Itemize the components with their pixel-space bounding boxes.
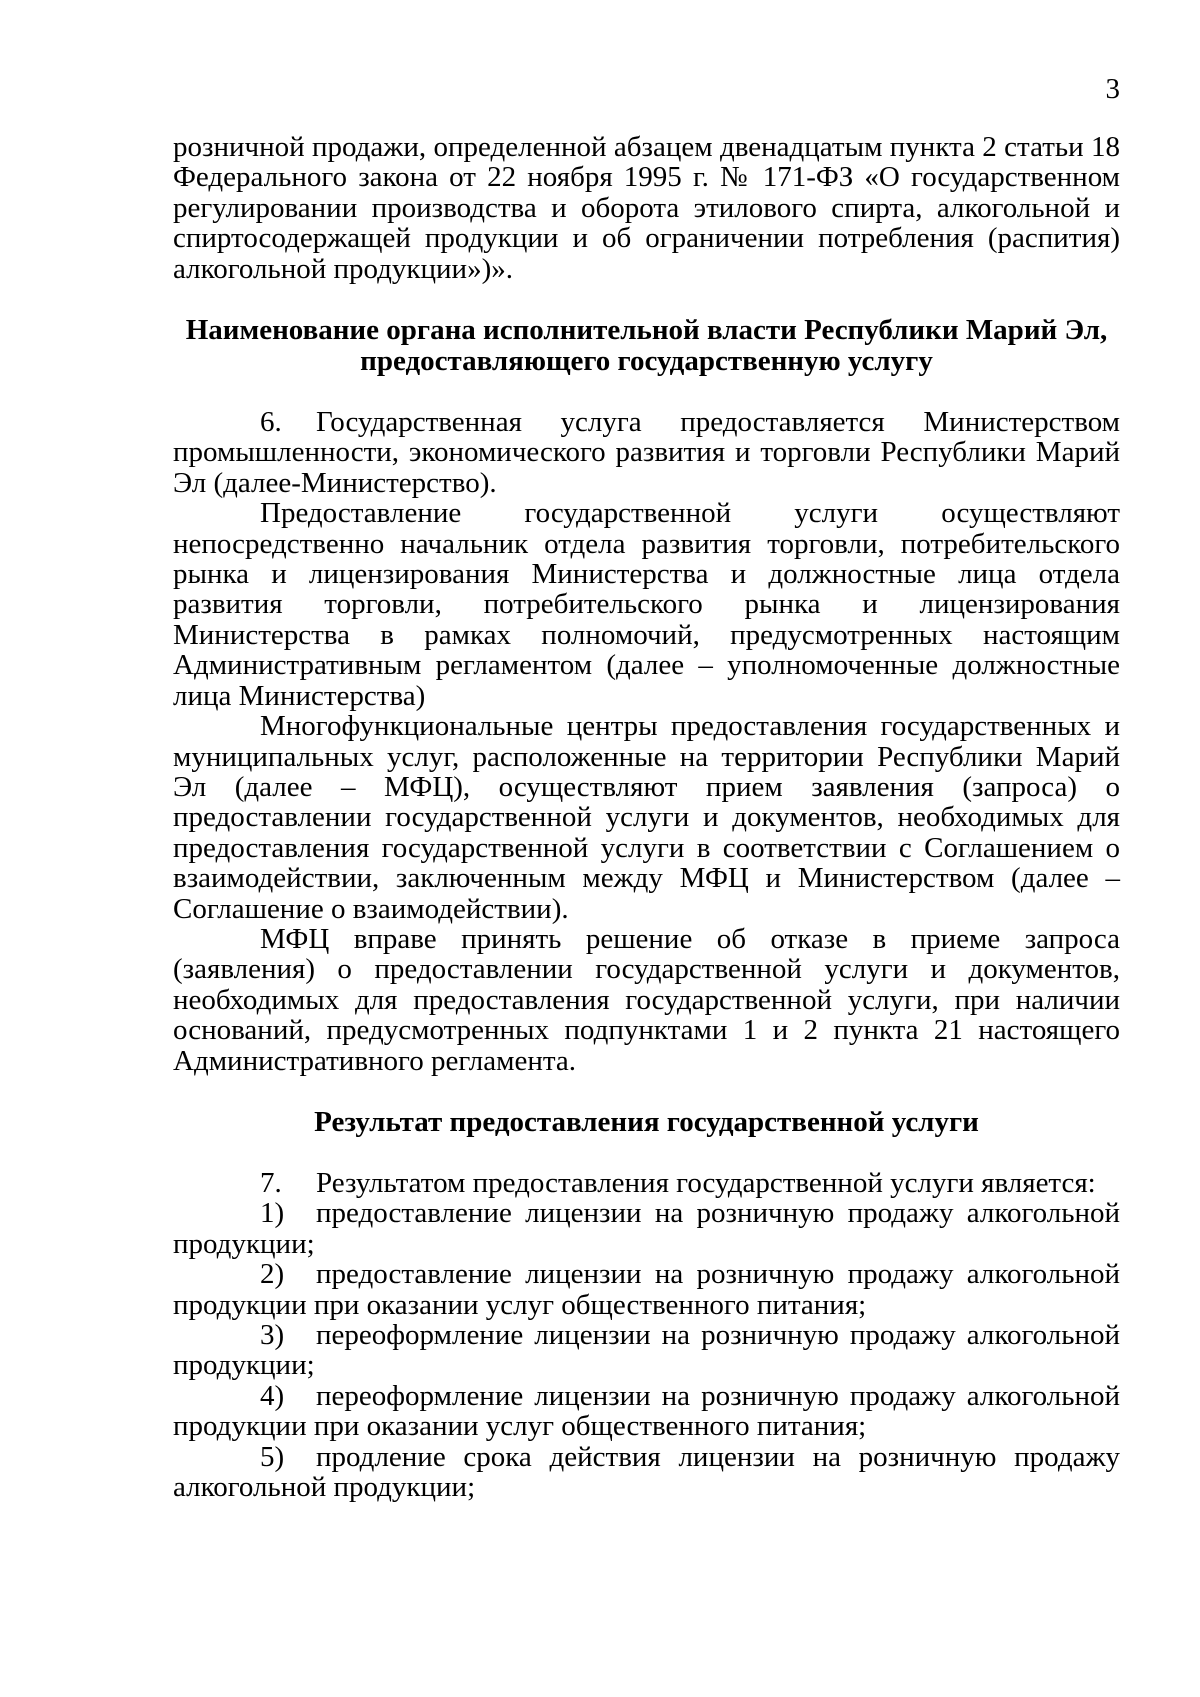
paragraph-number: 7. — [260, 1166, 282, 1199]
paragraph-refusal: МФЦ вправе принять решение об отказе в приеме запроса (заявления) о предоставлении государственной услуги и документов, необходимых для предоставления государственной услуги, при наличии оснований, предусмотренных подпунктами 1 и 2 пункта 21 настоящего Административного регламента. — [173, 922, 1120, 1077]
list-item — [173, 1381, 1120, 1442]
paragraph-provision: Предоставление государственной услуги осуществляют непосредственно начальник отдела развития торговли, потребительского рынка и лицензирования Министерства и должностные лица отдела развития торговли, потребительского рынка и лицензирования Министерства в рамках полномочий, предусмотренных настоящим Административным регламентом (далее – уполномоченные должностные лица Министерства) — [173, 497, 1120, 712]
paragraph-text: Государственная услуга предоставляется Министерством промышленности, экономического развития и торговли Республики Марий Эл (далее-Министерство). — [173, 406, 1120, 499]
list-item-number: 3) — [260, 1319, 285, 1351]
list-item — [173, 1442, 1120, 1503]
list-item — [173, 1259, 1120, 1320]
list-item-number: 4) — [260, 1379, 285, 1412]
paragraph-7 — [173, 1168, 1120, 1198]
list-item-number: 1) — [260, 1197, 285, 1230]
list-item-text: переоформление лицензии на розничную продажу алкогольной продукции; — [173, 1319, 1120, 1382]
heading-line-1: Наименование органа исполнительной власти Республики Марий Эл, — [185, 314, 1108, 347]
paragraph-mfc: Многофункциональные центры предоставления государственных и муниципальных услуг, расположенные на территории Республики Марий Эл (далее – МФЦ), осуществляют прием заявления (запроса) о предоставлении государственной услуги и документов, необходимых для предоставления государственной услуги в соответствии с Соглашением о взаимодействии, заключенным между МФЦ и Министерством (далее – Соглашение о взаимодействии). — [173, 710, 1120, 925]
section-authority — [173, 315, 1120, 1076]
document-body — [173, 132, 1120, 1502]
list-item-number: 2) — [260, 1258, 285, 1291]
list-item-text: переоформление лицензии на розничную продажу алкогольной продукции при оказании услуг общественного питания; — [173, 1379, 1120, 1443]
list-item-number: 5) — [260, 1440, 285, 1473]
page-number: 3 — [1105, 73, 1120, 105]
paragraph-6 — [173, 407, 1120, 498]
paragraph-number: 6. — [260, 406, 282, 439]
list-item-text: продление срока действия лицензии на розничную продажу алкогольной продукции; — [173, 1440, 1120, 1504]
heading-line-2: предоставляющего государственную услугу — [360, 345, 933, 378]
section-result — [173, 1107, 1120, 1502]
list-item-text: предоставление лицензии на розничную продажу алкогольной продукции; — [173, 1197, 1120, 1260]
list-item — [173, 1198, 1120, 1259]
list-item-text: предоставление лицензии на розничную продажу алкогольной продукции при оказании услуг общественного питания; — [173, 1258, 1120, 1321]
paragraph-text: Результатом предоставления государственной услуги является: — [316, 1166, 1096, 1199]
section-heading-result: Результат предоставления государственной услуги — [314, 1105, 979, 1138]
list-item — [173, 1320, 1120, 1381]
intro-paragraph: розничной продажи, определенной абзацем двенадцатым пункта 2 статьи 18 Федерального закона от 22 ноября 1995 г. № 171-ФЗ «О государственном регулировании производства и оборота этилового спирта, алкогольной и спиртосодержащей продукции и об ограничении потребления (распития) алкогольной продукции»)». — [173, 131, 1120, 285]
section-heading-authority — [173, 315, 1120, 377]
